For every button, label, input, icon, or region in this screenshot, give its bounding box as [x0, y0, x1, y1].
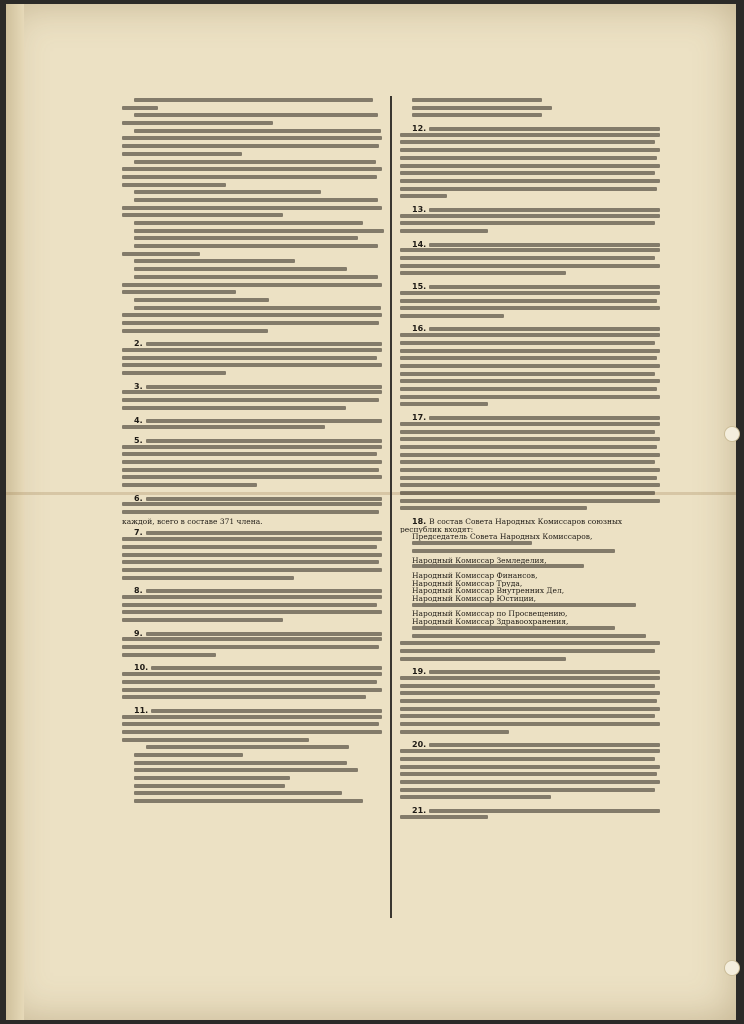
- article-number: 20.: [412, 740, 427, 750]
- article-17: [400, 414, 660, 510]
- article-number: 6.: [134, 493, 143, 503]
- article-9: [122, 630, 382, 657]
- council-member-item: Народный Комиссар Внутренних Дел,: [412, 587, 565, 596]
- council-member-item: Народный Комиссар Труда,: [412, 579, 523, 588]
- article-number: 19.: [412, 667, 427, 677]
- article-13: [400, 206, 660, 233]
- column-divider: [390, 96, 392, 918]
- right-column: [400, 98, 660, 822]
- article-number: 21.: [412, 805, 427, 815]
- article-21: [400, 807, 660, 819]
- article-number: 3.: [134, 381, 143, 391]
- article-20: [400, 741, 660, 799]
- punch-hole-upper: [724, 426, 740, 442]
- article-number: 13.: [412, 204, 427, 214]
- article-8: [122, 587, 382, 622]
- article-number: 17.: [412, 412, 427, 422]
- council-member-item: Народный Комиссар Земледелия,: [412, 556, 547, 565]
- article-number: 7.: [134, 528, 143, 538]
- council-member-item: Народный Комиссар Финансов,: [412, 571, 538, 580]
- article-number: 4.: [134, 416, 143, 426]
- council-member-item: Председатель Совета Народных Комиссаров,: [412, 533, 593, 542]
- article-18-lead-continued: республик входят:: [400, 525, 474, 534]
- left-column: [122, 98, 382, 807]
- article-number: 11.: [134, 705, 149, 715]
- article-6: [122, 495, 382, 526]
- article-2: [122, 340, 382, 375]
- council-member-item: Народный Комиссар по Просвещению,: [412, 610, 568, 619]
- article-16: [400, 326, 660, 407]
- article-10: [122, 664, 382, 699]
- article-number: 14.: [412, 239, 427, 249]
- article-number: 10.: [134, 663, 149, 673]
- article-5: [122, 437, 382, 487]
- article-number: 12.: [412, 123, 427, 133]
- enumerated-powers-block: [122, 98, 382, 333]
- article-number: 9.: [134, 628, 143, 638]
- article-number: 2.: [134, 339, 143, 349]
- article-number: 18.: [412, 516, 427, 526]
- article-7: [122, 529, 382, 579]
- article-14: [400, 241, 660, 276]
- document-sheet: [6, 4, 736, 1020]
- punch-hole-lower: [724, 960, 740, 976]
- article-number: 5.: [134, 435, 143, 445]
- council-member-item: Народный Комиссар Юстиции,: [412, 595, 537, 603]
- council-member-item: Народный Комиссар Здравоохранения,: [412, 618, 569, 626]
- article-number: 8.: [134, 586, 143, 596]
- article-11: [122, 707, 382, 803]
- article-15: [400, 283, 660, 318]
- article-4: [122, 418, 382, 430]
- article-6-tail: каждой, всего в составе 371 члена.: [122, 517, 263, 526]
- article-18: [400, 518, 660, 661]
- article-number: 16.: [412, 324, 427, 334]
- article-18-lead: В состав Совета Народных Комиссаров союзных: [429, 518, 623, 526]
- paper-binding-edge: [6, 4, 24, 1020]
- article-number: 15.: [412, 281, 427, 291]
- article-3: [122, 383, 382, 410]
- article-11-continued: [400, 98, 660, 117]
- article-12: [400, 125, 660, 198]
- article-19: [400, 668, 660, 734]
